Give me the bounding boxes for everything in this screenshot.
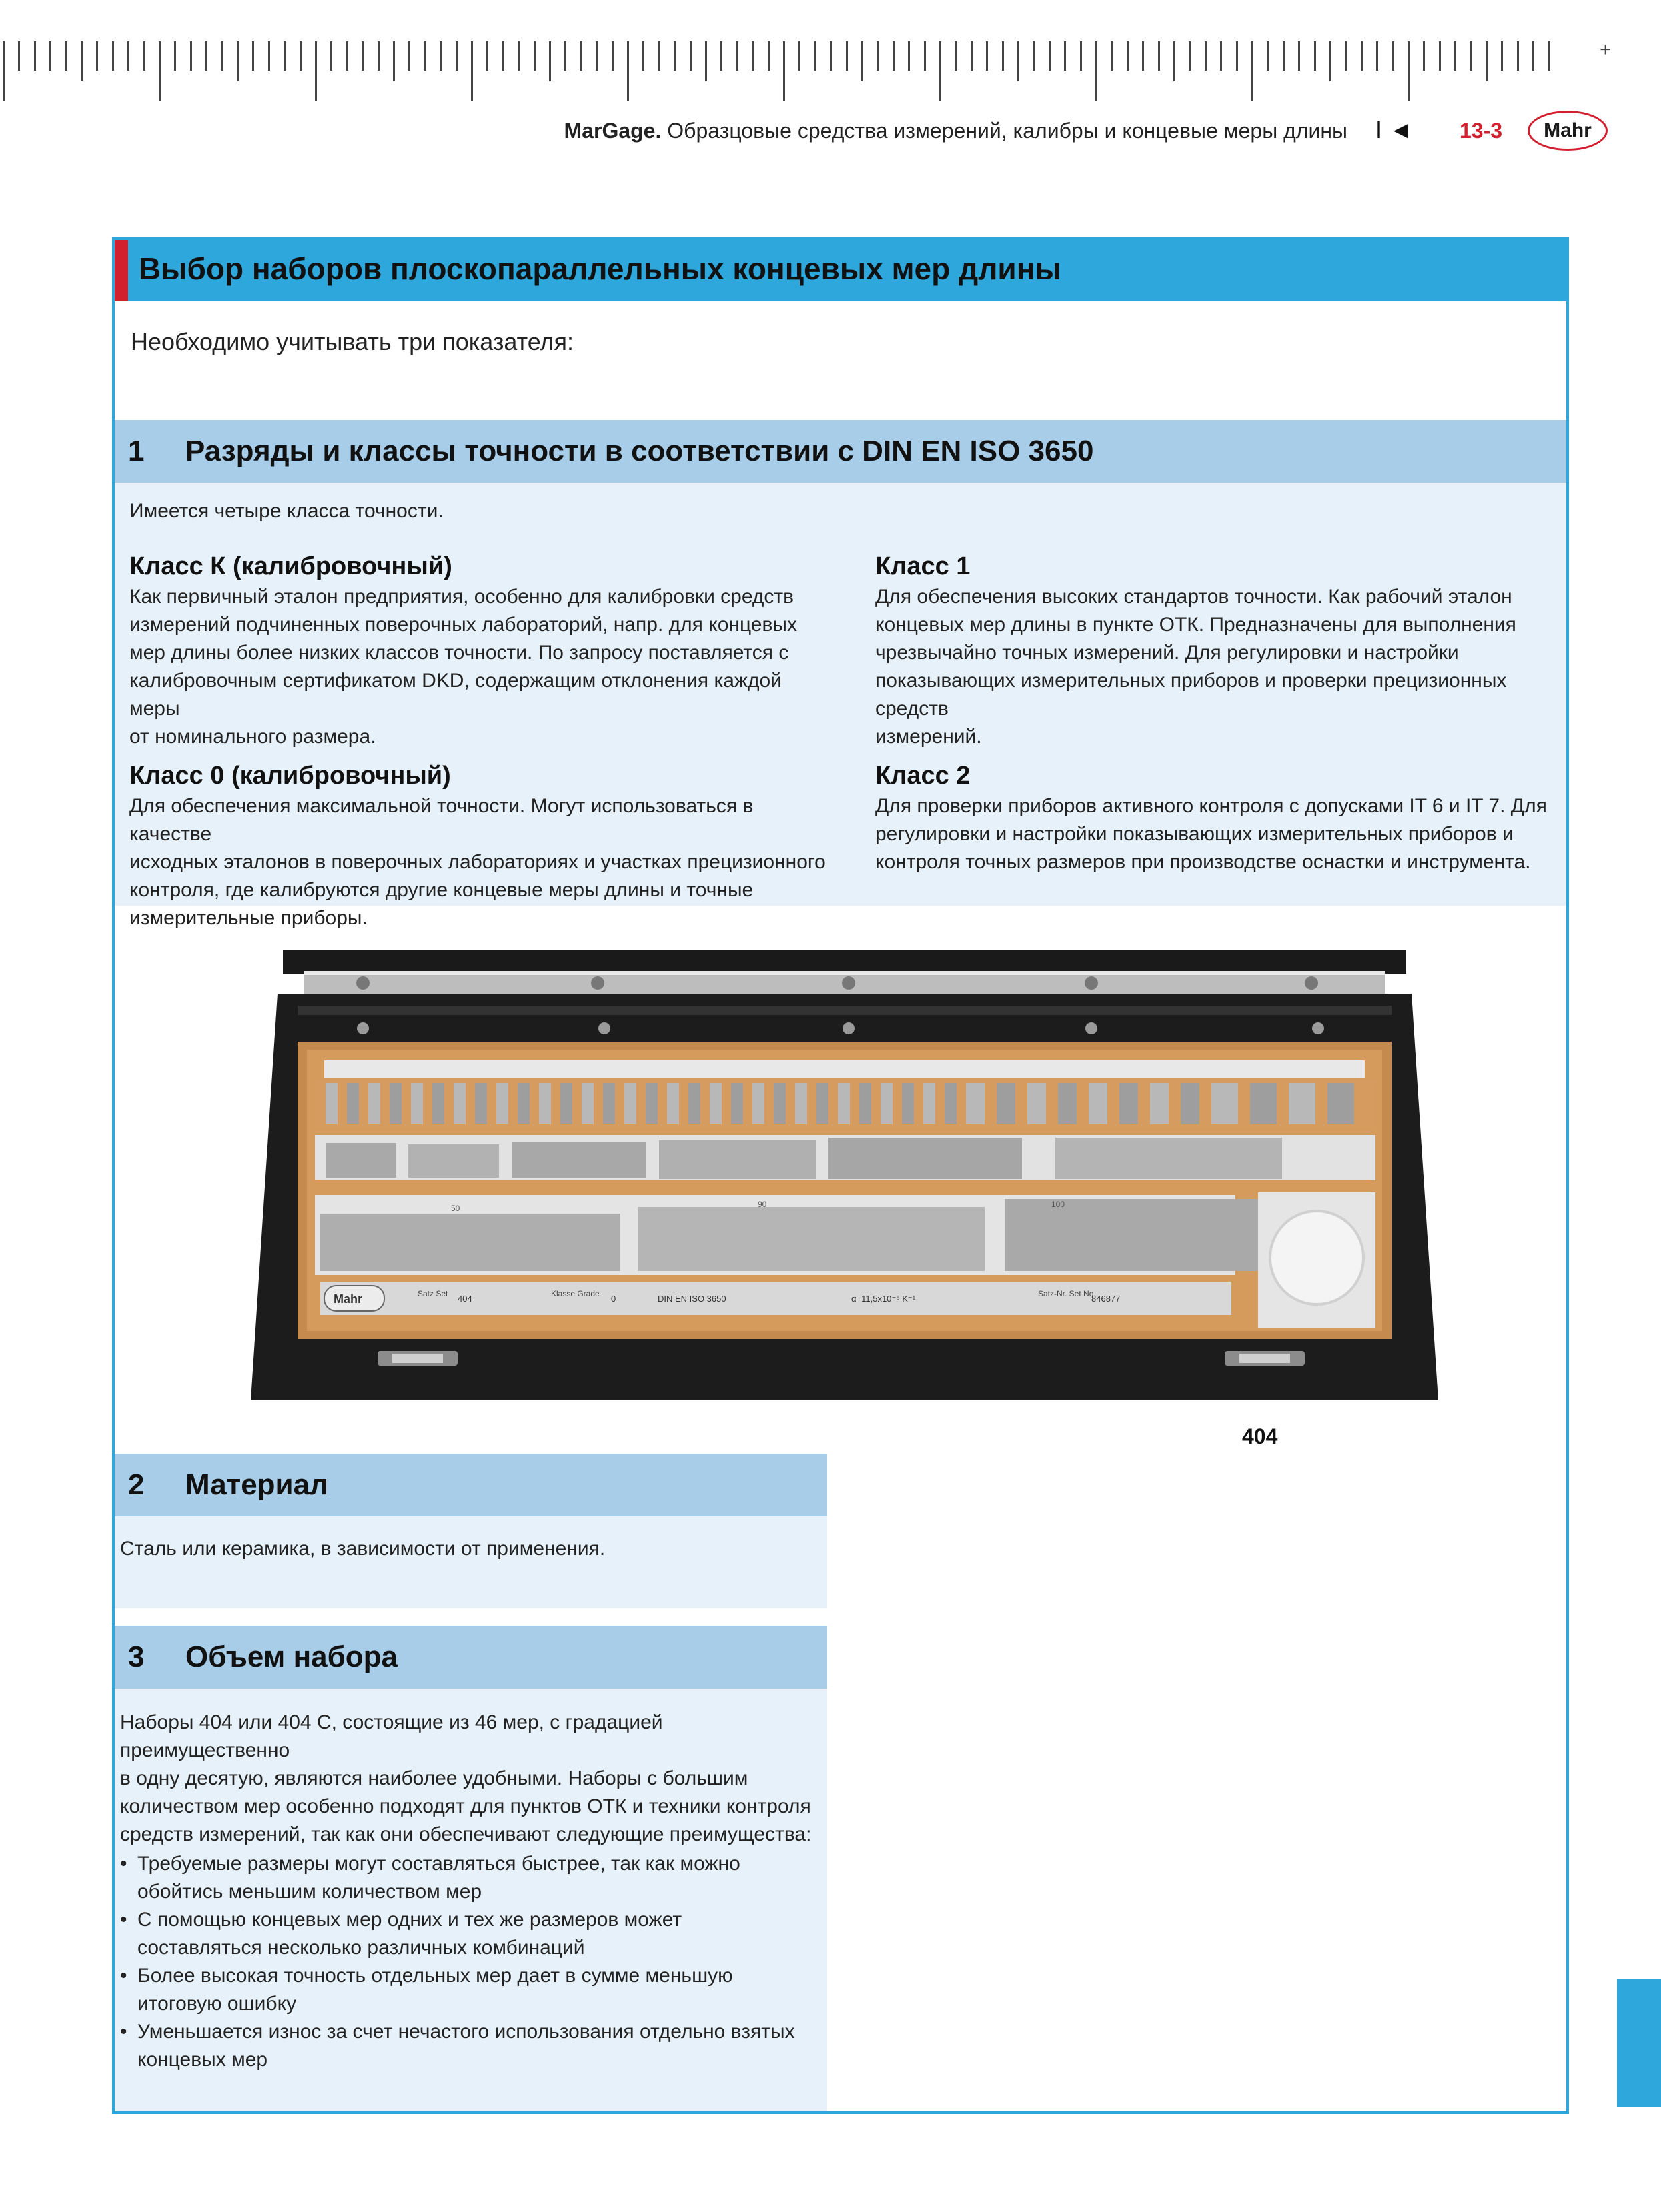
gauge-block xyxy=(731,1083,743,1124)
ruler-tick xyxy=(1532,41,1534,71)
gauge-block xyxy=(1119,1083,1138,1124)
ruler-tick xyxy=(783,41,785,101)
page-number: 13-3 xyxy=(1460,119,1503,143)
ruler-tick xyxy=(580,41,582,71)
advantages-list xyxy=(120,1850,800,2074)
ruler-tick xyxy=(986,41,988,71)
ruler-tick xyxy=(690,41,692,71)
main-title-bar xyxy=(115,240,1566,301)
gauge-block xyxy=(475,1083,487,1124)
gauge-block xyxy=(688,1083,700,1124)
chapter-side-tab xyxy=(1617,1979,1661,2107)
ruler-tick xyxy=(908,41,910,71)
ruler-tick xyxy=(205,41,207,71)
ruler-tick xyxy=(1454,41,1456,71)
ruler-tick xyxy=(424,41,426,71)
class-1-line: концевых мер длины в пункте ОТК. Предназначены для выполнения xyxy=(875,614,1516,636)
class-1-heading: Класс 1 xyxy=(875,552,971,580)
ruler-tick xyxy=(300,41,302,71)
ruler-tick xyxy=(502,41,504,71)
list-item: • С помощью концевых мер одних и тех же размеров может составляться несколько различных комбинаций xyxy=(120,1906,800,1962)
ruler-tick xyxy=(1486,41,1488,81)
ruler-tick xyxy=(1548,41,1550,71)
ruler-tick xyxy=(971,41,973,71)
class-1-line: Для обеспечения высоких стандартов точности. Как рабочий эталон xyxy=(875,586,1512,608)
gauge-block xyxy=(923,1083,935,1124)
plate-klasse-value: 0 xyxy=(611,1294,616,1304)
ruler-tick xyxy=(65,41,67,71)
gauge-block xyxy=(1181,1083,1199,1124)
ruler-tick xyxy=(658,41,660,71)
ruler-tick xyxy=(393,41,395,81)
plate-satz-nr-value: 846877 xyxy=(1091,1294,1121,1304)
ruler-tick xyxy=(814,41,816,71)
ruler-tick xyxy=(612,41,614,71)
ruler-tick xyxy=(1095,41,1097,101)
class-1-line: показывающих измерительных приборов и проверки прецизионных средств xyxy=(875,670,1507,720)
mahr-logo: Mahr xyxy=(1528,111,1608,151)
brand-name: MarGage. xyxy=(564,119,662,143)
gauge-block xyxy=(1150,1083,1169,1124)
section1-header xyxy=(115,420,1566,483)
photo-caption: 404 xyxy=(1242,1424,1278,1448)
class-k-line: Как первичный эталон предприятия, особенно для калибровки средств xyxy=(129,586,794,608)
ruler-tick xyxy=(1361,41,1363,71)
ruler-tick xyxy=(362,41,364,71)
class-2-line: Для проверки приборов активного контроля с допусками IT 6 и IT 7. Для xyxy=(875,795,1547,817)
class-0-line: контроля, где калибруются другие концевые меры длины и точные xyxy=(129,879,754,901)
ruler-tick xyxy=(1111,41,1113,71)
running-title xyxy=(564,119,1347,143)
ruler-tick xyxy=(190,41,192,71)
ruler-tick xyxy=(924,41,926,71)
title-accent-stripe xyxy=(115,240,128,301)
section3-text xyxy=(120,1709,814,1849)
ruler-tick xyxy=(736,41,738,71)
ruler-tick xyxy=(1470,41,1472,71)
class-k-line: мер длины более низких классов точности. По запросу поставляется с xyxy=(129,642,789,664)
class-2-line: контроля точных размеров при производстве оснастки и инструмента. xyxy=(875,851,1531,873)
ruler-tick xyxy=(159,41,161,101)
list-item: • Более высокая точность отдельных мер дает в сумме меньшую итоговую ошибку xyxy=(120,1962,800,2018)
ruler-tick xyxy=(1236,41,1238,71)
ruler-tick xyxy=(1517,41,1519,71)
gauge-block xyxy=(710,1083,722,1124)
ruler-tick xyxy=(768,41,770,71)
plate-satz-nr-label: Satz-Nr. Set No. xyxy=(1038,1289,1096,1298)
gauge-block xyxy=(1089,1083,1107,1124)
gauge-block xyxy=(539,1083,551,1124)
ruler-tick xyxy=(408,41,410,71)
gauge-block xyxy=(603,1083,615,1124)
gauge-block xyxy=(411,1083,423,1124)
ruler-tick xyxy=(1251,41,1253,101)
ruler-tick xyxy=(830,41,832,71)
gauge-block xyxy=(1327,1083,1354,1124)
block-label: 90 xyxy=(758,1200,767,1209)
ruler-tick xyxy=(1127,41,1129,71)
gauge-block xyxy=(1211,1083,1238,1124)
ruler-tick xyxy=(1064,41,1066,71)
section2-header xyxy=(115,1454,827,1516)
ruler-tick xyxy=(268,41,270,71)
ruler-tick xyxy=(674,41,676,71)
ruler-tick xyxy=(939,41,941,101)
plate-alpha: α=11,5x10⁻⁶ K⁻¹ xyxy=(851,1294,916,1304)
ruler-tick xyxy=(861,41,863,81)
ruler-tick xyxy=(1298,41,1300,71)
section2-title: Материал xyxy=(185,1468,329,1501)
ruler-tick xyxy=(237,41,239,81)
plate-standard: DIN EN ISO 3650 xyxy=(658,1294,726,1304)
gauge-block xyxy=(774,1083,786,1124)
class-2-body xyxy=(875,792,1576,876)
main-title: Выбор наборов плоскопараллельных концевых мер длины xyxy=(139,251,1061,286)
ruler-tick xyxy=(112,41,114,71)
gauge-block xyxy=(646,1083,658,1124)
ruler-tick xyxy=(143,41,145,71)
ruler-tick xyxy=(798,41,800,71)
section3-line: средств измерений, так как они обеспечивают следующие преимущества: xyxy=(120,1823,812,1845)
gauge-block xyxy=(454,1083,466,1124)
section1-panel xyxy=(115,483,1566,929)
ruler-tick xyxy=(1017,41,1019,81)
plate-logo: Mahr xyxy=(334,1292,363,1306)
ruler-tick xyxy=(1220,41,1222,71)
gauge-block xyxy=(624,1083,636,1124)
section2-number: 2 xyxy=(128,1468,145,1501)
ruler-tick xyxy=(315,41,317,101)
ruler-tick xyxy=(1283,41,1285,71)
ruler-tick xyxy=(284,41,286,71)
gauge-block xyxy=(1027,1083,1046,1124)
plate-satz-value: 404 xyxy=(458,1294,472,1304)
gauge-block xyxy=(859,1083,871,1124)
section3-line: количеством мер особенно подходят для пунктов ОТК и техники контроля xyxy=(120,1795,811,1817)
gauge-block xyxy=(1250,1083,1277,1124)
list-item: • Уменьшается износ за счет нечастого использования отдельно взятых концевых мер xyxy=(120,2018,800,2074)
gauge-block xyxy=(997,1083,1015,1124)
ruler-tick xyxy=(549,41,551,81)
section1-number: 1 xyxy=(128,435,145,467)
ruler-tick xyxy=(1173,41,1175,81)
class-1-line: измерений. xyxy=(875,726,982,748)
gauge-block xyxy=(347,1083,359,1124)
block-label: 100 xyxy=(1051,1200,1065,1209)
ruler-tick xyxy=(1205,41,1207,71)
section1-lead: Имеется четыре класса точности. xyxy=(129,500,444,522)
class-0-line: исходных эталонов в поверочных лабораториях и участках прецизионного xyxy=(129,851,826,873)
optical-flat xyxy=(1270,1211,1363,1304)
gauge-block xyxy=(752,1083,764,1124)
gauge-block xyxy=(945,1083,957,1124)
class-1-line: чрезвычайно точных измерений. Для регулировки и настройки xyxy=(875,642,1459,664)
ruler-tick xyxy=(1345,41,1347,71)
ruler-tick xyxy=(330,41,332,71)
gauge-block-set-photo xyxy=(251,950,1438,1400)
section3-title: Объем набора xyxy=(185,1640,398,1673)
ruler-tick xyxy=(81,41,83,81)
ruler-tick xyxy=(96,41,98,71)
class-0-heading: Класс 0 (калибровочный) xyxy=(129,762,451,790)
gauge-block xyxy=(1058,1083,1077,1124)
gauge-block xyxy=(881,1083,893,1124)
intro-text: Необходимо учитывать три показателя: xyxy=(131,328,574,355)
class-2-line: регулировки и настройки показывающих измерительных приборов и xyxy=(875,823,1514,845)
ruler-tick xyxy=(3,41,5,101)
section-marker-icon: I ◄ xyxy=(1375,116,1413,143)
gauge-block xyxy=(518,1083,530,1124)
ruler-tick xyxy=(1314,41,1316,71)
section1-title: Разряды и классы точности в соответствии с DIN EN ISO 3650 xyxy=(185,435,1094,467)
gauge-block xyxy=(582,1083,594,1124)
gauge-block xyxy=(326,1083,338,1124)
ruler-tick xyxy=(596,41,598,71)
gauge-block xyxy=(560,1083,572,1124)
ruler-tick xyxy=(1142,41,1144,71)
ruler-tick xyxy=(456,41,458,71)
ruler-tick xyxy=(642,41,644,71)
gauge-block xyxy=(795,1083,807,1124)
ruler-tick xyxy=(720,41,722,71)
ruler-tick xyxy=(174,41,176,71)
page-ruler xyxy=(0,41,1574,108)
ruler-tick xyxy=(1267,41,1269,71)
ruler-tick xyxy=(1033,41,1035,71)
ruler-tick xyxy=(1080,41,1082,71)
crop-mark: + xyxy=(1600,39,1612,61)
ruler-tick xyxy=(49,41,51,71)
ruler-tick xyxy=(1423,41,1425,71)
block-label: 50 xyxy=(451,1204,460,1213)
ruler-tick xyxy=(440,41,442,71)
running-title-text: Образцовые средства измерений, калибры и концевые меры длины xyxy=(667,119,1347,143)
gauge-block xyxy=(838,1083,850,1124)
ruler-tick xyxy=(346,41,348,71)
ruler-tick xyxy=(955,41,957,71)
gauge-block xyxy=(368,1083,380,1124)
ruler-tick xyxy=(1501,41,1503,71)
section3-number: 3 xyxy=(128,1640,145,1673)
class-0-line: измерительные приборы. xyxy=(129,907,368,929)
ruler-tick xyxy=(893,41,895,71)
class-0-line: Для обеспечения максимальной точности. Могут использоваться в качестве xyxy=(129,795,754,845)
class-k-body xyxy=(129,583,830,751)
gauge-block xyxy=(902,1083,914,1124)
gauge-block xyxy=(1289,1083,1315,1124)
ruler-tick xyxy=(221,41,223,71)
ruler-tick xyxy=(1158,41,1160,71)
section3-panel xyxy=(115,1689,827,2111)
section2-panel xyxy=(115,1516,827,1608)
ruler-tick xyxy=(564,41,566,71)
gauge-block xyxy=(667,1083,679,1124)
section3-header xyxy=(115,1626,827,1689)
gauge-block xyxy=(390,1083,402,1124)
ruler-tick xyxy=(1408,41,1410,101)
plate-klasse-label: Klasse Grade xyxy=(551,1289,600,1298)
section2-text: Сталь или керамика, в зависимости от применения. xyxy=(120,1538,606,1560)
ruler-tick xyxy=(518,41,520,71)
ruler-tick xyxy=(705,41,707,81)
ruler-tick xyxy=(18,41,20,71)
plate-satz-label: Satz Set xyxy=(418,1289,448,1298)
section3-line: в одну десятую, являются наиболее удобными. Наборы с большим xyxy=(120,1767,748,1789)
gauge-block xyxy=(966,1083,985,1124)
ruler-tick xyxy=(252,41,254,71)
class-1-body xyxy=(875,583,1576,751)
ruler-tick xyxy=(877,41,879,71)
ruler-tick xyxy=(378,41,380,71)
class-2-heading: Класс 2 xyxy=(875,762,971,790)
ruler-tick xyxy=(1002,41,1004,71)
class-k-heading: Класс К (калибровочный) xyxy=(129,552,452,580)
ruler-tick xyxy=(846,41,848,71)
class-k-line: калибровочным сертификатом DKD, содержащим отклонения каждой меры xyxy=(129,670,782,720)
ruler-tick xyxy=(1189,41,1191,71)
gauge-block xyxy=(496,1083,508,1124)
class-0-body xyxy=(129,792,830,932)
ruler-tick xyxy=(1392,41,1394,71)
class-k-line: от номинального размера. xyxy=(129,726,376,748)
ruler-tick xyxy=(471,41,473,101)
list-item: • Требуемые размеры могут составляться быстрее, так как можно обойтись меньшим количеством мер xyxy=(120,1850,800,1906)
gauge-block xyxy=(816,1083,828,1124)
ruler-tick xyxy=(1439,41,1441,71)
class-k-line: измерений подчиненных поверочных лабораторий, напр. для концевых xyxy=(129,614,797,636)
running-head xyxy=(0,116,1628,149)
ruler-tick xyxy=(627,41,629,101)
section3-line: Наборы 404 или 404 С, состоящие из 46 мер, с градацией преимущественно xyxy=(120,1711,663,1761)
ruler-tick xyxy=(1049,41,1051,71)
case-lid xyxy=(283,950,1406,974)
ruler-tick xyxy=(534,41,536,71)
thin-blocks-row xyxy=(315,1080,1375,1127)
ruler-tick xyxy=(1329,41,1331,81)
ruler-tick xyxy=(486,41,488,71)
gauge-block xyxy=(432,1083,444,1124)
ruler-tick xyxy=(752,41,754,71)
ruler-tick xyxy=(34,41,36,71)
ruler-tick xyxy=(127,41,129,71)
ruler-tick xyxy=(1376,41,1378,71)
